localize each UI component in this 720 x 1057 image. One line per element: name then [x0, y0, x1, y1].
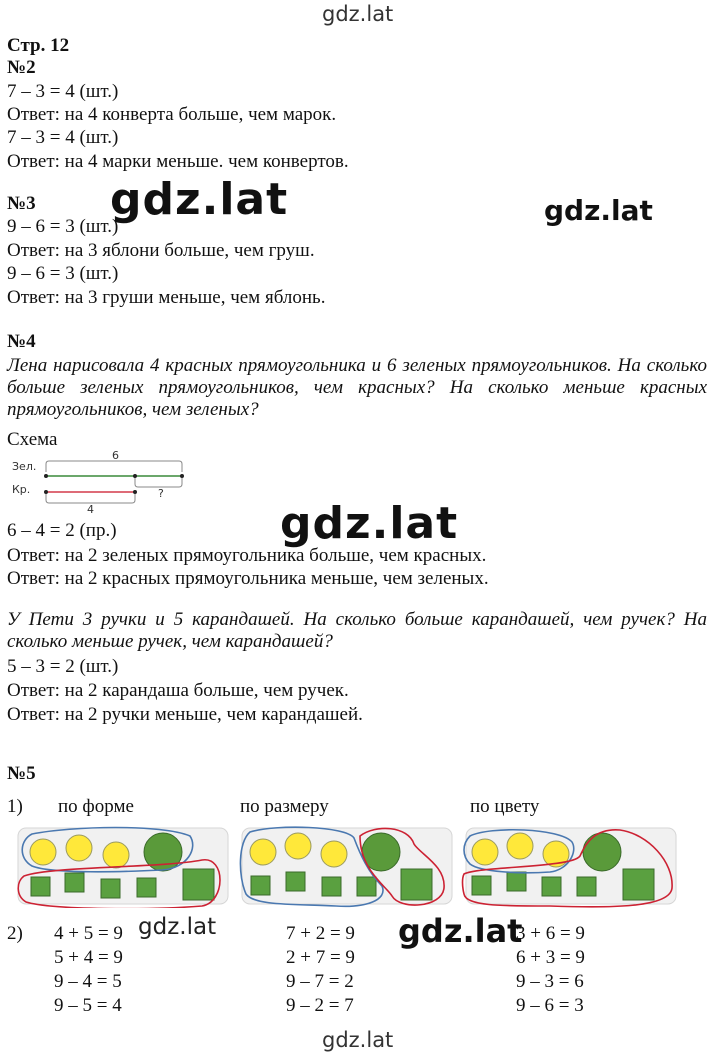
task-4-line: Ответ: на 2 зеленых прямоугольника больше, чем красных.: [7, 545, 487, 566]
equation: 9 – 6 = 3: [516, 995, 584, 1016]
schema-row-green-label: Зел.: [12, 460, 37, 473]
small-green-square: [577, 877, 596, 896]
equation: 5 + 4 = 9: [54, 947, 123, 968]
figures-panel-shape: [12, 826, 234, 908]
watermark-medium-bottom: gdz.lat: [398, 912, 523, 950]
equation: 9 – 2 = 7: [286, 995, 354, 1016]
watermark-small: gdz.lat: [138, 914, 217, 940]
large-green-square: [401, 869, 432, 900]
schema-diagram: [8, 448, 198, 514]
small-green-square: [251, 876, 270, 895]
task-3-line: 9 – 6 = 3 (шт.): [7, 216, 119, 237]
small-green-square: [322, 877, 341, 896]
task-4-problem-2: У Пети 3 ручки и 5 карандашей. На сколько больше карандашей, чем ручек? На сколько меньше ручек, чем карандашей?: [7, 609, 707, 652]
schema-bottom-value: 4: [87, 503, 94, 514]
task-2-line: 7 – 3 = 4 (шт.): [7, 127, 119, 148]
yellow-circle: [507, 833, 533, 859]
schema-point: [44, 474, 48, 478]
task-3-title: №3: [7, 193, 36, 214]
large-green-square: [623, 869, 654, 900]
schema-top-brace: [46, 461, 182, 472]
yellow-circle: [285, 833, 311, 859]
task-4-title: №4: [7, 331, 36, 352]
equation: 9 – 4 = 5: [54, 971, 122, 992]
yellow-circle: [103, 842, 129, 868]
figures-panel-size: [236, 826, 458, 908]
small-green-square: [542, 877, 561, 896]
small-green-square: [472, 876, 491, 895]
large-green-square: [183, 869, 214, 900]
watermark-top: gdz.lat: [322, 2, 394, 26]
yellow-circle: [30, 839, 56, 865]
group-heading-color: по цвету: [470, 796, 540, 817]
schema-row-red-label: Кр.: [12, 483, 31, 496]
schema-unknown-brace: [135, 478, 182, 487]
task-4-line: Ответ: на 2 красных прямоугольника меньше, чем зеленых.: [7, 568, 489, 589]
equation: 9 – 7 = 2: [286, 971, 354, 992]
group-heading-size: по размеру: [240, 796, 329, 817]
group-heading-shape: по форме: [58, 796, 134, 817]
part-2-label: 2): [7, 923, 23, 944]
small-green-square: [31, 877, 50, 896]
green-circle: [583, 833, 621, 871]
watermark-medium: gdz.lat: [544, 194, 653, 227]
figures-panel-color: [460, 826, 682, 908]
task-4-line: 5 – 3 = 2 (шт.): [7, 656, 119, 677]
equation: 4 + 5 = 9: [54, 923, 123, 944]
task-3-line: Ответ: на 3 яблони больше, чем груш.: [7, 240, 315, 261]
task-2-title: №2: [7, 57, 36, 78]
equation: 3 + 6 = 9: [516, 923, 585, 944]
schema-label: Схема: [7, 429, 58, 450]
yellow-circle: [66, 835, 92, 861]
part-1-label: 1): [7, 796, 23, 817]
task-4-line: Ответ: на 2 карандаша больше, чем ручек.: [7, 680, 349, 701]
task-2-line: Ответ: на 4 конверта больше, чем марок.: [7, 104, 337, 125]
small-green-square: [101, 879, 120, 898]
small-green-square: [286, 872, 305, 891]
task-4-line: Ответ: на 2 ручки меньше, чем карандашей.: [7, 704, 363, 725]
small-green-square: [137, 878, 156, 897]
equation: 2 + 7 = 9: [286, 947, 355, 968]
task-3-line: 9 – 6 = 3 (шт.): [7, 263, 119, 284]
task-5-title: №5: [7, 763, 36, 784]
small-green-square: [507, 872, 526, 891]
schema-point: [133, 474, 137, 478]
yellow-circle: [321, 841, 347, 867]
schema-top-value: 6: [112, 449, 119, 462]
equation: 6 + 3 = 9: [516, 947, 585, 968]
task-2-line: 7 – 3 = 4 (шт.): [7, 81, 119, 102]
schema-point: [180, 474, 184, 478]
task-3-line: Ответ: на 3 груши меньше, чем яблонь.: [7, 287, 326, 308]
equation: 9 – 3 = 6: [516, 971, 584, 992]
small-green-square: [65, 873, 84, 892]
equation: 9 – 5 = 4: [54, 995, 122, 1016]
task-4-problem: Лена нарисовала 4 красных прямоугольника и 6 зеленых прямоугольников. На сколько больше зеленых прямоугольников, чем красных? На сколько меньше красных прямоугольников, чем зеленых?: [7, 355, 707, 420]
yellow-circle: [250, 839, 276, 865]
schema-unknown: ?: [158, 487, 164, 500]
equation: 7 + 2 = 9: [286, 923, 355, 944]
schema-point: [44, 490, 48, 494]
watermark-large-center: gdz.lat: [280, 498, 459, 549]
watermark-bottom: gdz.lat: [322, 1028, 394, 1052]
yellow-circle: [472, 839, 498, 865]
watermark-large: gdz.lat: [110, 174, 289, 225]
task-4-line: 6 – 4 = 2 (пр.): [7, 520, 117, 541]
schema-bottom-brace: [46, 494, 135, 503]
task-2-line: Ответ: на 4 марки меньше. чем конвертов.: [7, 151, 349, 172]
small-green-square: [357, 877, 376, 896]
page-number: Стр. 12: [7, 35, 70, 56]
schema-point: [133, 490, 137, 494]
